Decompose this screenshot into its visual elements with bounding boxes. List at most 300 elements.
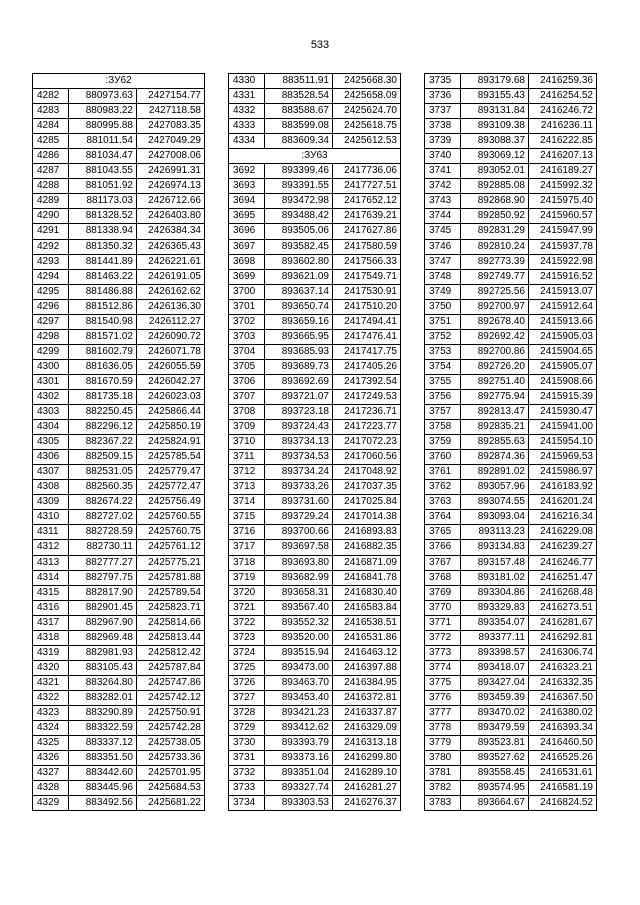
table-row <box>425 570 597 585</box>
point-number: 3782 <box>425 781 461 796</box>
x-coordinate: 893427.04 <box>461 675 529 690</box>
y-coordinate: 2416329.09 <box>333 721 401 736</box>
x-coordinate: 893637.14 <box>265 284 333 299</box>
y-coordinate: 2426090.72 <box>137 329 205 344</box>
y-coordinate: 2416183.92 <box>529 480 597 495</box>
point-number: 4325 <box>33 736 69 751</box>
table-row <box>33 495 205 510</box>
table-row <box>425 721 597 736</box>
y-coordinate: 2416824.52 <box>529 796 597 811</box>
table-row <box>229 555 401 570</box>
table-row <box>33 164 205 179</box>
point-number: 4327 <box>33 766 69 781</box>
y-coordinate: 2415960.57 <box>529 209 597 224</box>
x-coordinate: 892678.40 <box>461 314 529 329</box>
point-number: 4314 <box>33 570 69 585</box>
x-coordinate: 893515.94 <box>265 645 333 660</box>
x-coordinate: 893181.02 <box>461 570 529 585</box>
table-row <box>425 690 597 705</box>
table-row <box>33 781 205 796</box>
point-number: 3732 <box>229 766 265 781</box>
y-coordinate: 2417510.20 <box>333 299 401 314</box>
y-coordinate: 2416306.74 <box>529 645 597 660</box>
y-coordinate: 2416251.47 <box>529 570 597 585</box>
point-number: 3780 <box>425 751 461 766</box>
x-coordinate: 893520.00 <box>265 630 333 645</box>
x-coordinate: 882560.35 <box>69 480 137 495</box>
point-number: 4309 <box>33 495 69 510</box>
table-row <box>229 209 401 224</box>
point-number: 4305 <box>33 435 69 450</box>
x-coordinate: 893131.84 <box>461 104 529 119</box>
x-coordinate: 893373.16 <box>265 751 333 766</box>
table-row <box>33 600 205 615</box>
y-coordinate: 2416273.51 <box>529 600 597 615</box>
x-coordinate: 893399.46 <box>265 164 333 179</box>
point-number: 3769 <box>425 585 461 600</box>
x-coordinate: 893734.24 <box>265 465 333 480</box>
point-number: 4284 <box>33 119 69 134</box>
point-number: 3716 <box>229 525 265 540</box>
x-coordinate: 893351.04 <box>265 766 333 781</box>
table-row <box>229 224 401 239</box>
table-row <box>229 510 401 525</box>
table-row <box>229 660 401 675</box>
table-row <box>33 359 205 374</box>
section-header-row <box>33 74 205 89</box>
x-coordinate: 893650.74 <box>265 299 333 314</box>
point-number: 4323 <box>33 705 69 720</box>
coordinates-table-2 <box>228 73 401 811</box>
y-coordinate: 2425850.19 <box>137 420 205 435</box>
table-row <box>425 705 597 720</box>
point-number: 4292 <box>33 239 69 254</box>
point-number: 3713 <box>229 480 265 495</box>
y-coordinate: 2426023.03 <box>137 389 205 404</box>
table-row <box>33 299 205 314</box>
point-number: 4333 <box>229 119 265 134</box>
y-coordinate: 2415992.32 <box>529 179 597 194</box>
y-coordinate: 2417060.56 <box>333 450 401 465</box>
point-number: 3770 <box>425 600 461 615</box>
table-row <box>229 450 401 465</box>
x-coordinate: 881512.86 <box>69 299 137 314</box>
y-coordinate: 2426365.43 <box>137 239 205 254</box>
x-coordinate: 893057.96 <box>461 480 529 495</box>
x-coordinate: 893700.66 <box>265 525 333 540</box>
x-coordinate: 893134.83 <box>461 540 529 555</box>
table-row <box>229 314 401 329</box>
y-coordinate: 2425775.21 <box>137 555 205 570</box>
point-number: 4297 <box>33 314 69 329</box>
y-coordinate: 2415947.99 <box>529 224 597 239</box>
y-coordinate: 2417736.06 <box>333 164 401 179</box>
point-number: 4328 <box>33 781 69 796</box>
point-number: 3750 <box>425 299 461 314</box>
x-coordinate: 893463.70 <box>265 675 333 690</box>
x-coordinate: 893303.53 <box>265 796 333 811</box>
table-row <box>425 781 597 796</box>
x-coordinate: 892855.63 <box>461 435 529 450</box>
x-coordinate: 880995.88 <box>69 119 137 134</box>
y-coordinate: 2415912.64 <box>529 299 597 314</box>
x-coordinate: 881602.79 <box>69 344 137 359</box>
x-coordinate: 882969.48 <box>69 630 137 645</box>
table-row <box>425 796 597 811</box>
x-coordinate: 893052.01 <box>461 164 529 179</box>
table-row <box>425 630 597 645</box>
point-number: 3783 <box>425 796 461 811</box>
y-coordinate: 2425760.75 <box>137 525 205 540</box>
point-number: 3772 <box>425 630 461 645</box>
point-number: 3736 <box>425 89 461 104</box>
x-coordinate: 893109.38 <box>461 119 529 134</box>
x-coordinate: 882817.90 <box>69 585 137 600</box>
x-coordinate: 881034.47 <box>69 149 137 164</box>
table-row <box>33 570 205 585</box>
point-number: 3749 <box>425 284 461 299</box>
table-row <box>425 209 597 224</box>
table-row <box>33 585 205 600</box>
y-coordinate: 2425618.75 <box>333 119 401 134</box>
table-row <box>229 134 401 149</box>
y-coordinate: 2416281.27 <box>333 781 401 796</box>
y-coordinate: 2417652.12 <box>333 194 401 209</box>
table-row <box>229 435 401 450</box>
y-coordinate: 2425701.95 <box>137 766 205 781</box>
y-coordinate: 2415954.10 <box>529 435 597 450</box>
table-row <box>229 119 401 134</box>
y-coordinate: 2425781.88 <box>137 570 205 585</box>
y-coordinate: 2416583.84 <box>333 600 401 615</box>
point-number: 3695 <box>229 209 265 224</box>
y-coordinate: 2415905.07 <box>529 359 597 374</box>
point-number: 3704 <box>229 344 265 359</box>
point-number: 3745 <box>425 224 461 239</box>
point-number: 3771 <box>425 615 461 630</box>
point-number: 3712 <box>229 465 265 480</box>
x-coordinate: 893731.60 <box>265 495 333 510</box>
point-number: 3705 <box>229 359 265 374</box>
y-coordinate: 2415913.66 <box>529 314 597 329</box>
x-coordinate: 893113.23 <box>461 525 529 540</box>
table-row <box>425 465 597 480</box>
x-coordinate: 893472.98 <box>265 194 333 209</box>
x-coordinate: 893398.57 <box>461 645 529 660</box>
y-coordinate: 2427083.35 <box>137 119 205 134</box>
point-number: 4286 <box>33 149 69 164</box>
x-coordinate: 893658.31 <box>265 585 333 600</box>
point-number: 3694 <box>229 194 265 209</box>
y-coordinate: 2417727.51 <box>333 179 401 194</box>
table-row <box>425 615 597 630</box>
y-coordinate: 2417405.26 <box>333 359 401 374</box>
table-row <box>425 314 597 329</box>
table-row <box>229 329 401 344</box>
x-coordinate: 881463.22 <box>69 269 137 284</box>
x-coordinate: 882296.12 <box>69 420 137 435</box>
point-number: 3773 <box>425 645 461 660</box>
table-row <box>33 104 205 119</box>
y-coordinate: 2427118.58 <box>137 104 205 119</box>
y-coordinate: 2416299.80 <box>333 751 401 766</box>
point-number: 4285 <box>33 134 69 149</box>
table-row <box>229 751 401 766</box>
table-row <box>425 284 597 299</box>
table-row <box>425 495 597 510</box>
x-coordinate: 893488.42 <box>265 209 333 224</box>
y-coordinate: 2416292.81 <box>529 630 597 645</box>
y-coordinate: 2417549.71 <box>333 269 401 284</box>
table-row <box>33 435 205 450</box>
table-row <box>33 615 205 630</box>
point-number: 4298 <box>33 329 69 344</box>
point-number: 3697 <box>229 239 265 254</box>
table-row <box>229 540 401 555</box>
point-number: 3699 <box>229 269 265 284</box>
y-coordinate: 2416463.12 <box>333 645 401 660</box>
x-coordinate: 893552.32 <box>265 615 333 630</box>
point-number: 4299 <box>33 344 69 359</box>
y-coordinate: 2416393.34 <box>529 721 597 736</box>
point-number: 3703 <box>229 329 265 344</box>
y-coordinate: 2426162.62 <box>137 284 205 299</box>
table-row <box>229 405 401 420</box>
point-number: 3721 <box>229 600 265 615</box>
point-number: 4332 <box>229 104 265 119</box>
x-coordinate: 883351.50 <box>69 751 137 766</box>
y-coordinate: 2415986.97 <box>529 465 597 480</box>
x-coordinate: 882367.22 <box>69 435 137 450</box>
table-row <box>33 405 205 420</box>
point-number: 4315 <box>33 585 69 600</box>
x-coordinate: 892725.56 <box>461 284 529 299</box>
point-number: 3739 <box>425 134 461 149</box>
x-coordinate: 893567.40 <box>265 600 333 615</box>
x-coordinate: 881636.05 <box>69 359 137 374</box>
y-coordinate: 2425738.05 <box>137 736 205 751</box>
point-number: 3755 <box>425 374 461 389</box>
x-coordinate: 893088.37 <box>461 134 529 149</box>
point-number: 3698 <box>229 254 265 269</box>
point-number: 4312 <box>33 540 69 555</box>
table-row <box>229 359 401 374</box>
y-coordinate: 2425668.30 <box>333 74 401 89</box>
y-coordinate: 2425624.70 <box>333 104 401 119</box>
x-coordinate: 892700.86 <box>461 344 529 359</box>
point-number: 3751 <box>425 314 461 329</box>
table-row <box>229 675 401 690</box>
table-row <box>425 540 597 555</box>
y-coordinate: 2415969.53 <box>529 450 597 465</box>
table-row <box>229 480 401 495</box>
point-number: 3702 <box>229 314 265 329</box>
y-coordinate: 2417566.33 <box>333 254 401 269</box>
x-coordinate: 893685.93 <box>265 344 333 359</box>
x-coordinate: 881043.55 <box>69 164 137 179</box>
table-row <box>33 766 205 781</box>
point-number: 3774 <box>425 660 461 675</box>
point-number: 3723 <box>229 630 265 645</box>
x-coordinate: 893665.95 <box>265 329 333 344</box>
point-number: 4296 <box>33 299 69 314</box>
x-coordinate: 892850.92 <box>461 209 529 224</box>
x-coordinate: 883445.96 <box>69 781 137 796</box>
point-number: 3779 <box>425 736 461 751</box>
point-number: 3765 <box>425 525 461 540</box>
point-number: 4321 <box>33 675 69 690</box>
y-coordinate: 2417580.59 <box>333 239 401 254</box>
point-number: 4334 <box>229 134 265 149</box>
point-number: 3722 <box>229 615 265 630</box>
x-coordinate: 893523.81 <box>461 736 529 751</box>
table-row <box>229 525 401 540</box>
point-number: 4326 <box>33 751 69 766</box>
x-coordinate: 881670.59 <box>69 374 137 389</box>
x-coordinate: 893179.68 <box>461 74 529 89</box>
x-coordinate: 881173.03 <box>69 194 137 209</box>
point-number: 4304 <box>33 420 69 435</box>
table-row <box>229 600 401 615</box>
point-number: 4313 <box>33 555 69 570</box>
y-coordinate: 2417417.75 <box>333 344 401 359</box>
y-coordinate: 2416259.36 <box>529 74 597 89</box>
table-row <box>425 149 597 164</box>
point-number: 3696 <box>229 224 265 239</box>
x-coordinate: 882531.05 <box>69 465 137 480</box>
point-number: 4295 <box>33 284 69 299</box>
y-coordinate: 2426403.80 <box>137 209 205 224</box>
point-number: 4317 <box>33 615 69 630</box>
table-row <box>33 239 205 254</box>
point-number: 3719 <box>229 570 265 585</box>
table-row <box>229 239 401 254</box>
point-number: 3733 <box>229 781 265 796</box>
table-row <box>425 420 597 435</box>
y-coordinate: 2417223.77 <box>333 420 401 435</box>
point-number: 4307 <box>33 465 69 480</box>
table-row <box>425 480 597 495</box>
point-number: 4318 <box>33 630 69 645</box>
y-coordinate: 2416581.19 <box>529 781 597 796</box>
x-coordinate: 893459.39 <box>461 690 529 705</box>
table-row <box>425 329 597 344</box>
y-coordinate: 2427154.77 <box>137 89 205 104</box>
x-coordinate: 892751.40 <box>461 374 529 389</box>
y-coordinate: 2417025.84 <box>333 495 401 510</box>
point-number: 4282 <box>33 89 69 104</box>
y-coordinate: 2416189.27 <box>529 164 597 179</box>
table-row <box>425 89 597 104</box>
x-coordinate: 893689.73 <box>265 359 333 374</box>
point-number: 3766 <box>425 540 461 555</box>
y-coordinate: 2416268.48 <box>529 585 597 600</box>
x-coordinate: 882901.45 <box>69 600 137 615</box>
point-number: 3767 <box>425 555 461 570</box>
table-row <box>425 344 597 359</box>
table-row <box>229 721 401 736</box>
table-row <box>33 374 205 389</box>
x-coordinate: 892831.29 <box>461 224 529 239</box>
point-number: 3777 <box>425 705 461 720</box>
y-coordinate: 2416239.27 <box>529 540 597 555</box>
point-number: 4331 <box>229 89 265 104</box>
table-row <box>33 705 205 720</box>
x-coordinate: 893621.09 <box>265 269 333 284</box>
x-coordinate: 883528.54 <box>265 89 333 104</box>
table-row <box>425 525 597 540</box>
coordinates-table-1 <box>32 73 205 811</box>
point-number: 3724 <box>229 645 265 660</box>
point-number: 3741 <box>425 164 461 179</box>
y-coordinate: 2426384.34 <box>137 224 205 239</box>
point-number: 4316 <box>33 600 69 615</box>
point-number: 4300 <box>33 359 69 374</box>
table-row <box>425 119 597 134</box>
point-number: 4289 <box>33 194 69 209</box>
x-coordinate: 882509.15 <box>69 450 137 465</box>
x-coordinate: 881338.94 <box>69 224 137 239</box>
y-coordinate: 2426712.66 <box>137 194 205 209</box>
table-row <box>425 751 597 766</box>
point-number: 3764 <box>425 510 461 525</box>
table-row <box>229 420 401 435</box>
table-row <box>229 389 401 404</box>
point-number: 4310 <box>33 510 69 525</box>
table-row <box>425 736 597 751</box>
point-number: 3740 <box>425 149 461 164</box>
point-number: 3758 <box>425 420 461 435</box>
point-number: 3752 <box>425 329 461 344</box>
y-coordinate: 2425681.22 <box>137 796 205 811</box>
table-row <box>33 645 205 660</box>
point-number: 3756 <box>425 389 461 404</box>
table-row <box>229 796 401 811</box>
y-coordinate: 2416882.35 <box>333 540 401 555</box>
point-number: 4290 <box>33 209 69 224</box>
x-coordinate: 893724.43 <box>265 420 333 435</box>
x-coordinate: 892810.24 <box>461 239 529 254</box>
point-number: 4306 <box>33 450 69 465</box>
section-header-row <box>229 149 401 164</box>
point-number: 3727 <box>229 690 265 705</box>
table-row <box>33 134 205 149</box>
point-number: 4329 <box>33 796 69 811</box>
point-number: 3731 <box>229 751 265 766</box>
x-coordinate: 893723.18 <box>265 405 333 420</box>
y-coordinate: 2416380.02 <box>529 705 597 720</box>
x-coordinate: 893393.79 <box>265 736 333 751</box>
table-row <box>229 495 401 510</box>
x-coordinate: 880973.63 <box>69 89 137 104</box>
x-coordinate: 883442.60 <box>69 766 137 781</box>
table-row <box>33 555 205 570</box>
x-coordinate: 882981.93 <box>69 645 137 660</box>
table-row <box>229 570 401 585</box>
table-row <box>229 164 401 179</box>
y-coordinate: 2416367.50 <box>529 690 597 705</box>
y-coordinate: 2425823.71 <box>137 600 205 615</box>
y-coordinate: 2416254.52 <box>529 89 597 104</box>
x-coordinate: 893354.07 <box>461 615 529 630</box>
y-coordinate: 2417014.38 <box>333 510 401 525</box>
table-row <box>229 615 401 630</box>
point-number: 3760 <box>425 450 461 465</box>
point-number: 3754 <box>425 359 461 374</box>
point-number: 3707 <box>229 389 265 404</box>
y-coordinate: 2426136.30 <box>137 299 205 314</box>
x-coordinate: 881011.54 <box>69 134 137 149</box>
